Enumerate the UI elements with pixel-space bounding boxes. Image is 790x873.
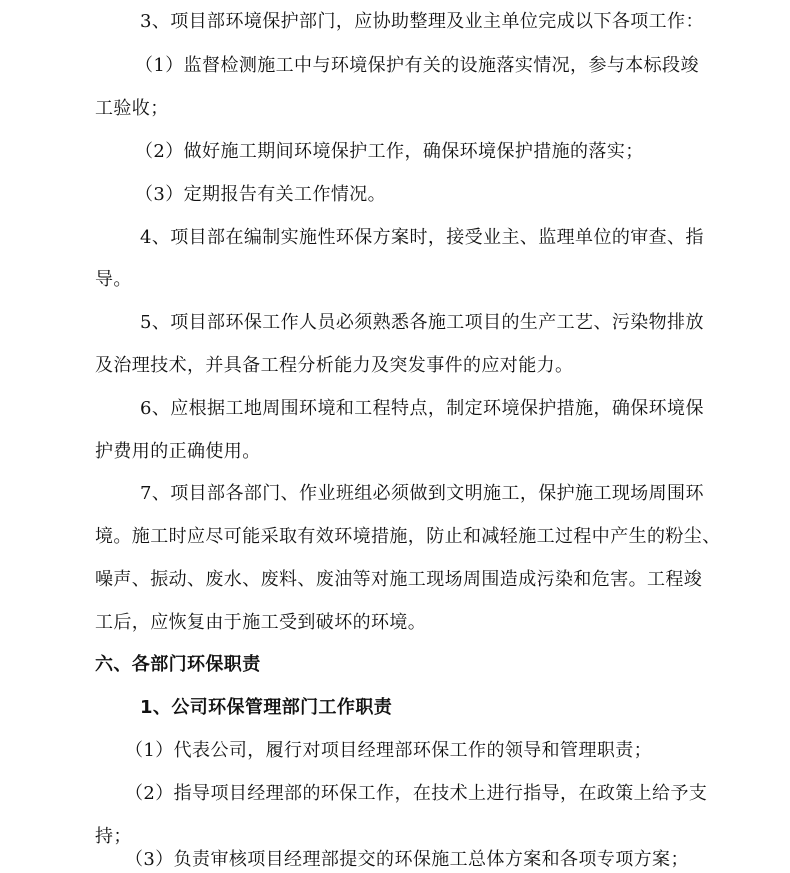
duty-2-line-2: 持；	[95, 826, 132, 847]
item-3-3: （3）定期报告有关工作情况。	[135, 184, 387, 205]
paragraph-5-line-2: 及治理技术，并具备工程分析能力及突发事件的应对能力。	[95, 355, 574, 376]
duty-2-line-1: （2）指导项目经理部的环保工作，在技术上进行指导，在政策上给予支	[125, 783, 708, 804]
paragraph-6-line-2: 护费用的正确使用。	[95, 441, 261, 462]
subsection-1-heading: 1、公司环保管理部门工作职责	[140, 697, 393, 718]
item-3-2: （2）做好施工期间环境保护工作，确保环境保护措施的落实；	[135, 141, 644, 162]
paragraph-3-line-1: 3、项目部环境保护部门，应协助整理及业主单位完成以下各项工作：	[140, 11, 704, 32]
paragraph-7-line-4: 工后，应恢复由于施工受到破坏的环境。	[95, 612, 427, 633]
paragraph-7-line-2: 境。施工时应尽可能采取有效环境措施，防止和减轻施工过程中产生的粉尘、	[95, 526, 721, 547]
paragraph-7-line-3: 噪声、振动、废水、废料、废油等对施工现场周围造成污染和危害。工程竣	[95, 569, 703, 590]
paragraph-4-line-2: 导。	[95, 269, 132, 290]
duty-3: （3）负责审核项目经理部提交的环保施工总体方案和各项专项方案；	[125, 849, 689, 870]
paragraph-6-line-1: 6、应根据工地周围环境和工程特点，制定环境保护措施，确保环境保	[140, 398, 704, 419]
duty-1: （1）代表公司，履行对项目经理部环保工作的领导和管理职责；	[125, 740, 653, 761]
paragraph-7-line-1: 7、项目部各部门、作业班组必须做到文明施工，保护施工现场周围环	[140, 483, 704, 504]
paragraph-5-line-1: 5、项目部环保工作人员必须熟悉各施工项目的生产工艺、污染物排放	[140, 312, 704, 333]
item-3-1-line-2: 工验收；	[95, 98, 169, 119]
paragraph-4-line-1: 4、项目部在编制实施性环保方案时，接受业主、监理单位的审查、指	[140, 227, 704, 248]
section-6-heading: 六、各部门环保职责	[95, 654, 261, 675]
item-3-1-line-1: （1）监督检测施工中与环境保护有关的设施落实情况，参与本标段竣	[135, 55, 699, 76]
